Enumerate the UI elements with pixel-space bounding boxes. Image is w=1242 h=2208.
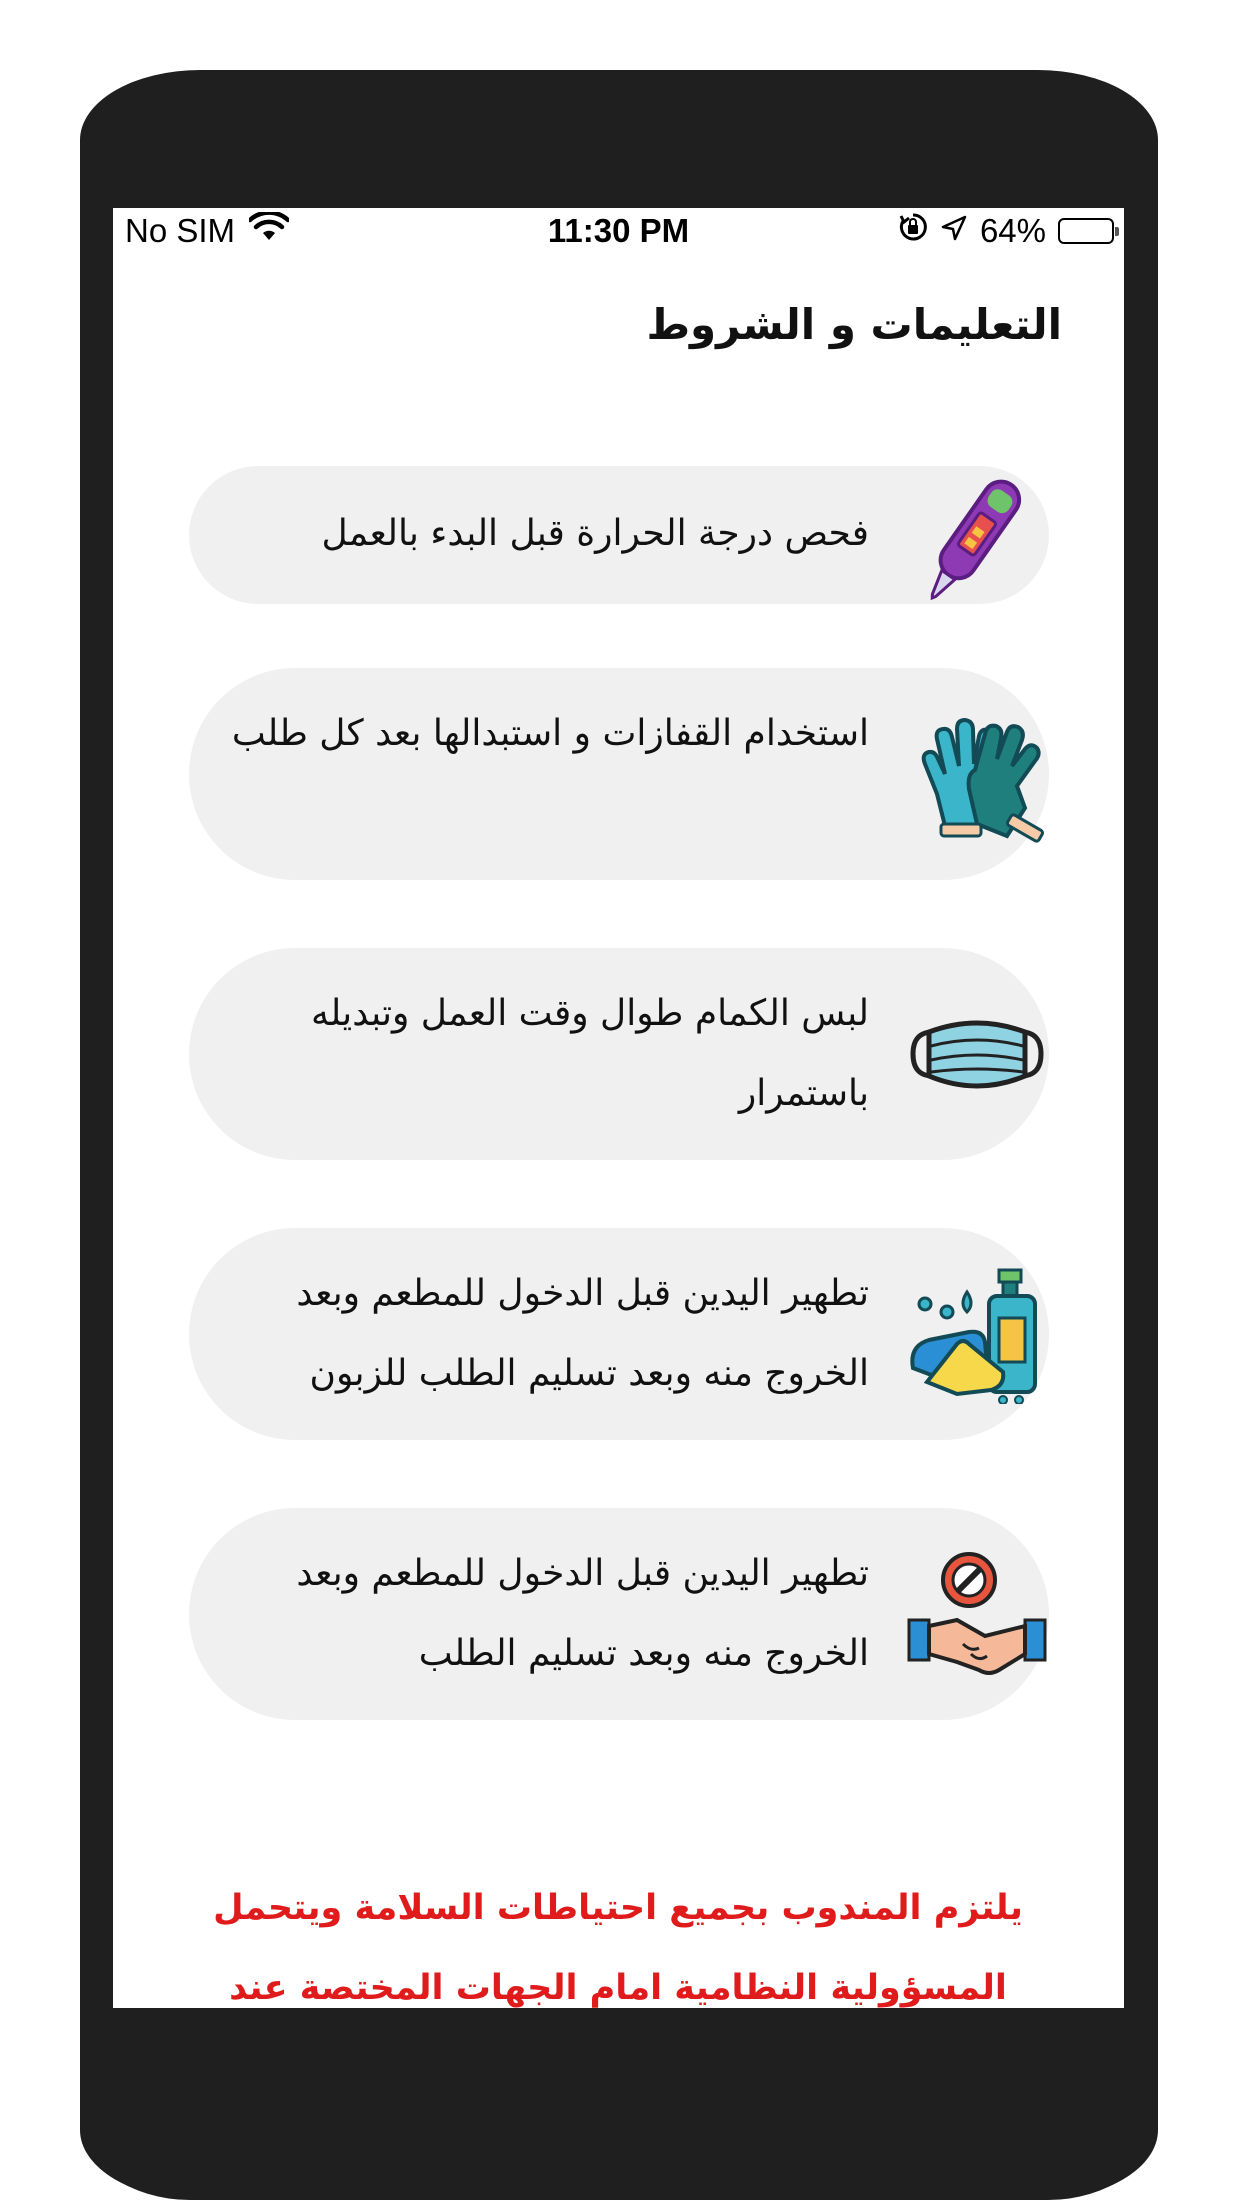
- face-mask-icon: [907, 984, 1047, 1124]
- status-right: [898, 212, 1114, 250]
- safety-notice: يلتزم المندوب بجميع احتياطات السلامة ويتحمل المسؤولية النظامية امام الجهات المختصة عند: [213, 1888, 1023, 2008]
- location-arrow-icon: [940, 212, 968, 250]
- instruction-text: استخدام القفازات و استبدالها بعد كل طلب: [231, 713, 869, 754]
- instruction-text: لبس الكمام طوال وقت العمل وتبديله باستمرار: [310, 993, 869, 1114]
- instruction-card: [189, 948, 1049, 1160]
- orientation-lock-icon: [898, 212, 928, 250]
- instruction-card: [189, 1508, 1049, 1720]
- no-handshake-icon: [907, 1544, 1047, 1684]
- battery-percent: 64%: [979, 212, 1046, 249]
- status-bar: [113, 208, 1124, 258]
- app-screen: [113, 208, 1124, 2008]
- instruction-card: [189, 466, 1049, 604]
- hand-sanitizer-icon: [907, 1264, 1047, 1404]
- instruction-card: [189, 668, 1049, 880]
- carrier-label: No SIM: [125, 212, 236, 249]
- phone-frame-bottom: [80, 2060, 1158, 2200]
- status-time: 11:30 PM: [547, 212, 690, 249]
- instruction-text: فحص درجة الحرارة قبل البدء بالعمل: [321, 513, 869, 554]
- thermometer-icon: [907, 464, 1047, 604]
- page-title: التعليمات و الشروط: [646, 300, 1062, 349]
- instruction-card: [189, 1228, 1049, 1440]
- battery-icon: [1058, 218, 1114, 244]
- gloves-icon: [907, 704, 1047, 844]
- instruction-text: تطهير اليدين قبل الدخول للمطعم وبعد الخروج منه وبعد تسليم الطلب: [296, 1553, 869, 1674]
- instruction-text: تطهير اليدين قبل الدخول للمطعم وبعد الخروج منه وبعد تسليم الطلب للزبون: [296, 1273, 869, 1394]
